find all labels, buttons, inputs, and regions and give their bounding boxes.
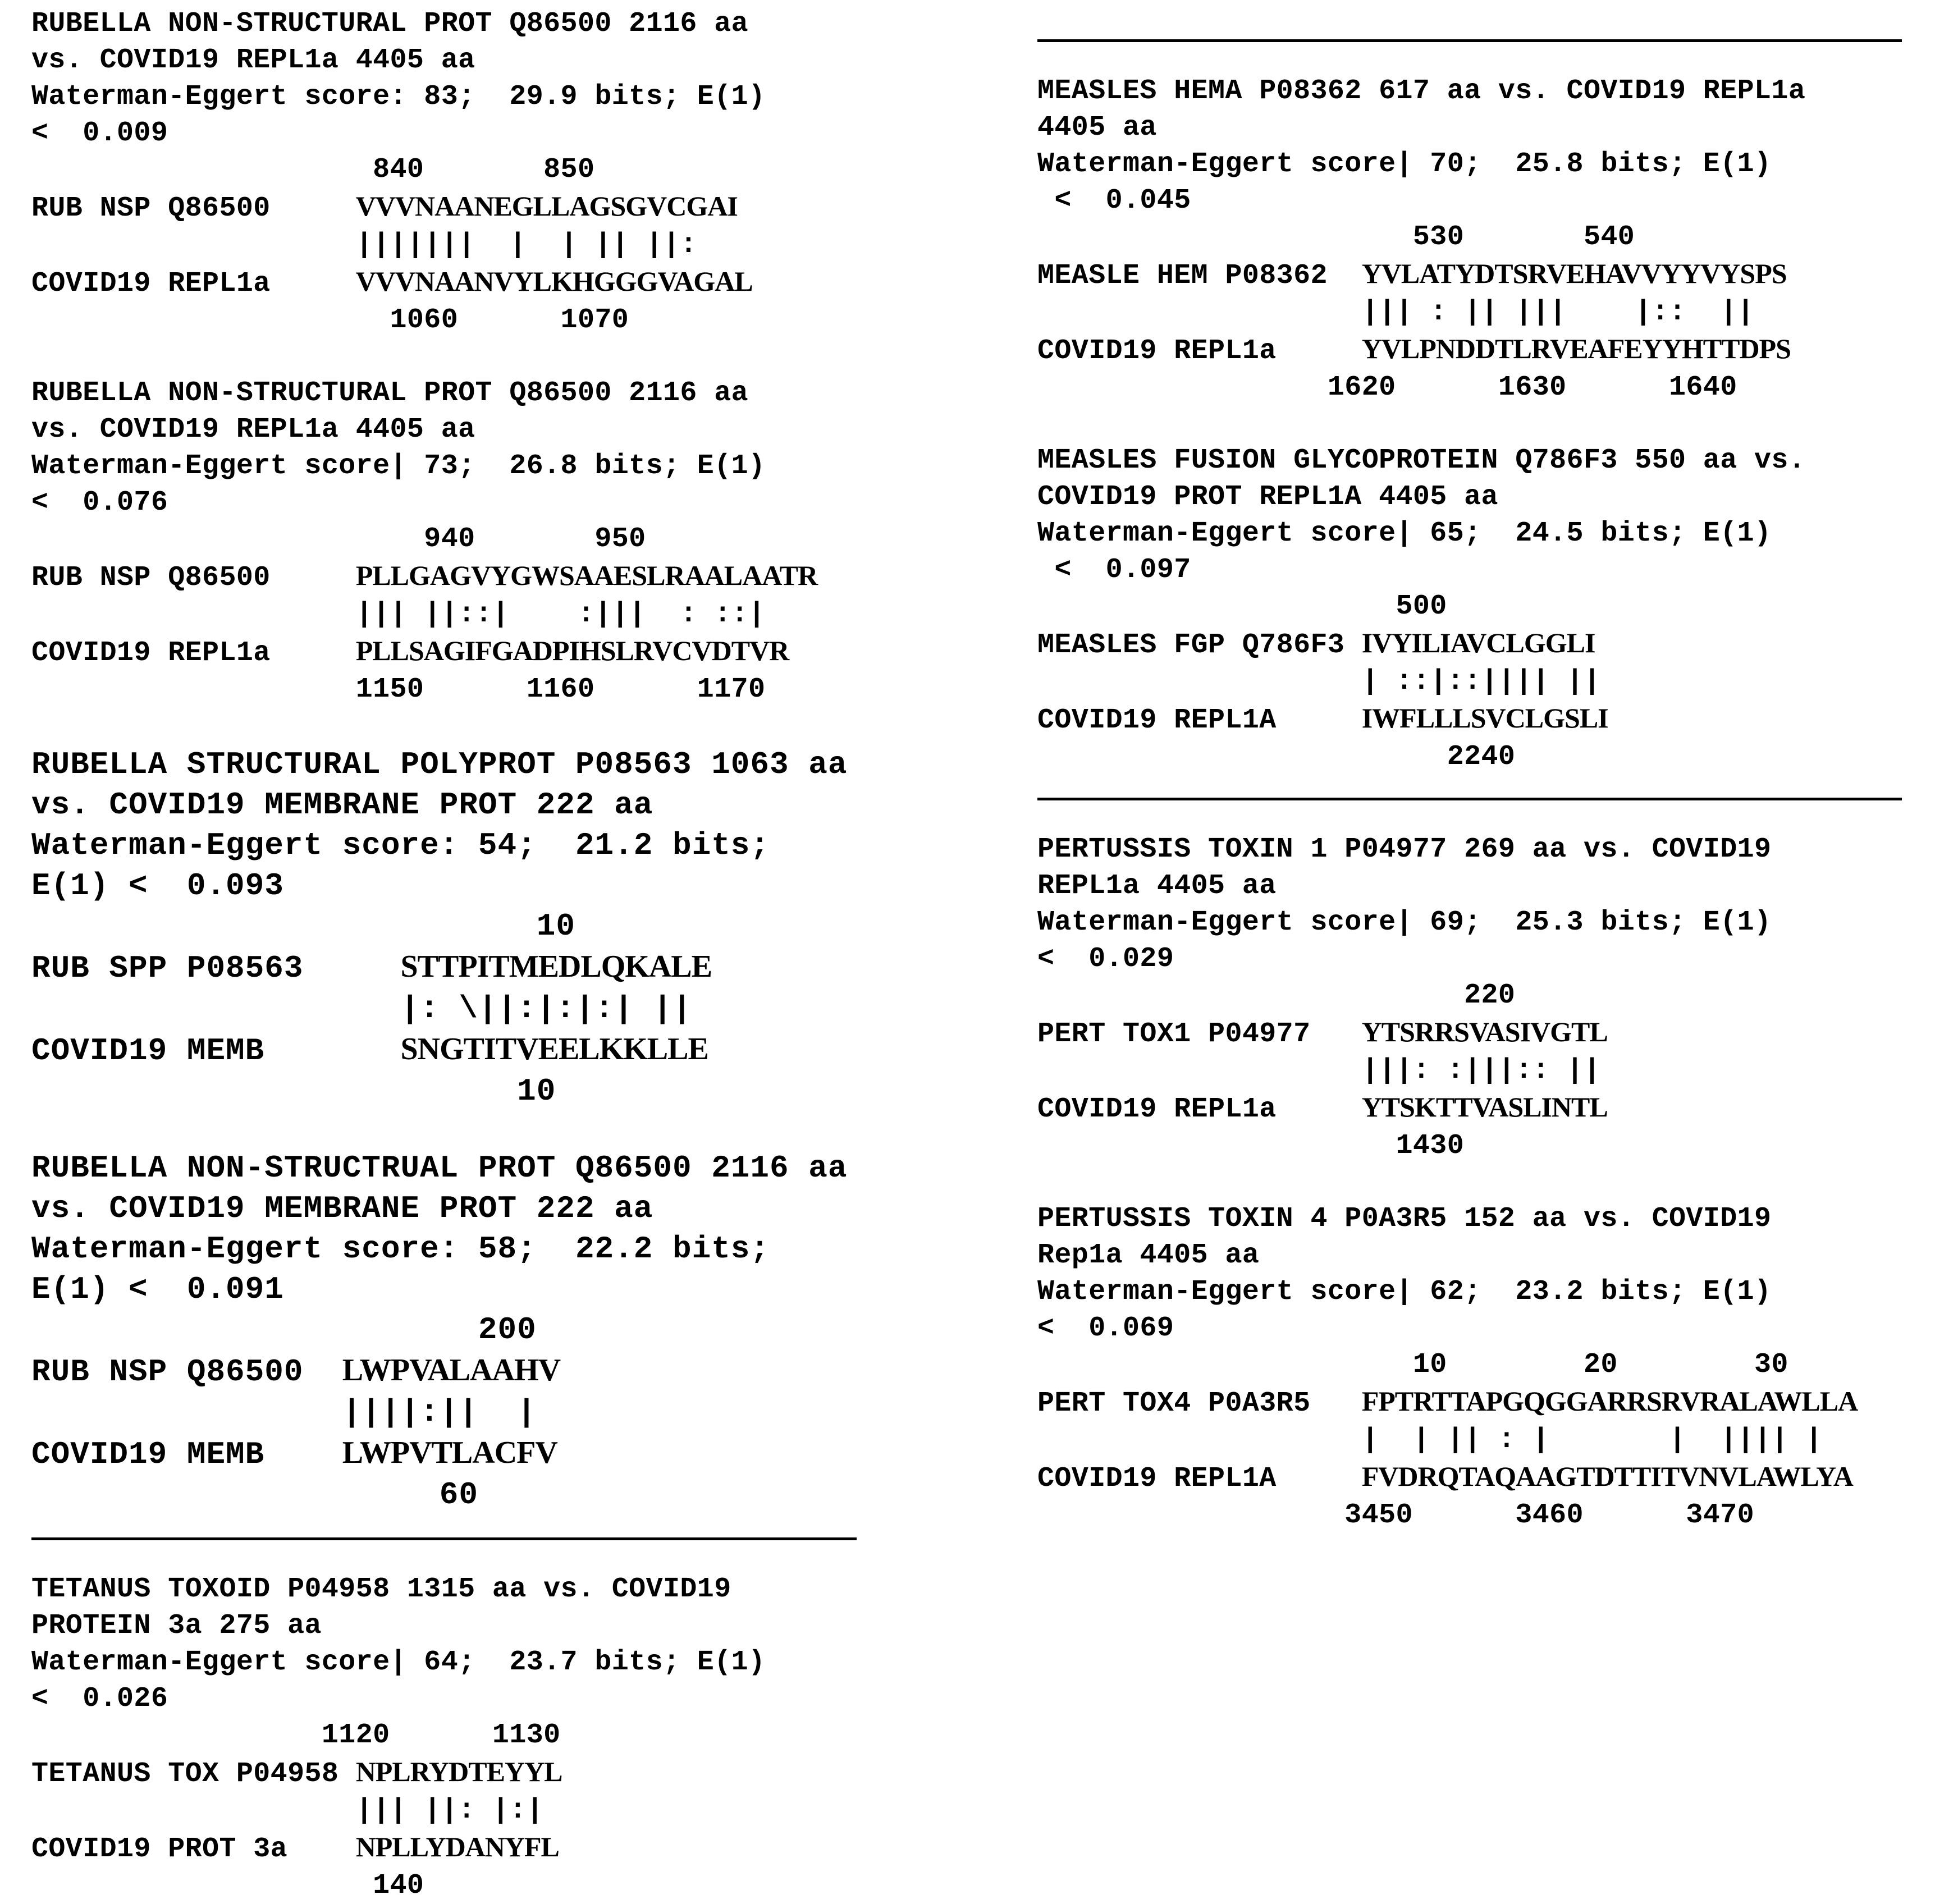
subject-sequence-line	[1037, 1458, 1902, 1497]
alignment-header-line: Rep1a 4405 aa	[1037, 1239, 1260, 1271]
subject-position-numbers: 1150 1160 1170	[31, 674, 766, 706]
query-sequence: STTPITMEDLQKALE	[400, 949, 712, 984]
subject-name: COVID19 REPL1a	[1037, 1093, 1362, 1125]
alignment-header-line: < 0.097	[1037, 554, 1191, 586]
subject-name: COVID19 REPL1A	[1037, 704, 1362, 736]
query-sequence-line	[1037, 1383, 1902, 1422]
subject-position-numbers: 1060 1070	[31, 304, 629, 336]
subject-name: COVID19 PROT 3a	[31, 1833, 356, 1865]
alignment-header-line: E(1) < 0.091	[31, 1271, 284, 1307]
match-line: |: \||:|:|:| ||	[31, 991, 692, 1027]
query-sequence: YVLATYDTSRVEHAVVYYVYSPS	[1361, 258, 1787, 289]
match-line: |||: :|||:: ||	[1037, 1055, 1601, 1087]
query-name: RUB NSP Q86500	[31, 562, 356, 594]
alignment-header-line: vs. COVID19 MEMBRANE PROT 222 aa	[31, 787, 653, 823]
alignment-header-line: REPL1a 4405 aa	[1037, 870, 1277, 902]
alignment-header-line: < 0.026	[31, 1683, 168, 1715]
alignment-block	[31, 6, 857, 338]
query-position-numbers: 10 20 30	[1037, 1349, 1788, 1381]
alignment-header-line: Waterman-Eggert score| 69; 25.3 bits; E(1)	[1037, 907, 1772, 939]
subject-name: COVID19 MEMB	[31, 1033, 401, 1069]
subject-name: COVID19 REPL1A	[1037, 1463, 1362, 1495]
alignment-header-line: < 0.069	[1037, 1312, 1174, 1344]
subject-position-numbers: 2240	[1037, 741, 1516, 773]
subject-sequence-line	[31, 1029, 857, 1071]
match-line: ||| ||: |:|	[31, 1795, 544, 1827]
query-sequence: NPLRYDTEYYL	[355, 1756, 562, 1787]
query-name: RUB NSP Q86500	[31, 193, 356, 225]
alignment-header-line: vs. COVID19 MEMBRANE PROT 222 aa	[31, 1191, 653, 1226]
query-name: MEASLE HEM P08362	[1037, 260, 1362, 292]
alignment-header-line: Waterman-Eggert score| 73; 26.8 bits; E(1)	[31, 450, 766, 482]
section-divider	[31, 1537, 857, 1540]
alignment-header-line: PERTUSSIS TOXIN 4 P0A3R5 152 aa vs. COVID19	[1037, 1203, 1772, 1235]
query-sequence-line	[31, 946, 857, 988]
subject-name: COVID19 MEMB	[31, 1436, 342, 1472]
query-name: PERT TOX4 P0A3R5	[1037, 1388, 1362, 1420]
query-sequence: LWPVALAAHV	[342, 1353, 561, 1388]
subject-name: COVID19 REPL1a	[31, 268, 356, 300]
alignment-header-line: Waterman-Eggert score: 54; 21.2 bits;	[31, 827, 770, 863]
block-spacer	[31, 338, 857, 375]
query-sequence-line	[31, 1350, 857, 1392]
section-divider	[1037, 798, 1902, 800]
subject-position-numbers: 140	[31, 1870, 424, 1902]
alignment-block	[31, 1148, 857, 1515]
match-line: ||||:|| |	[31, 1394, 537, 1430]
query-position-numbers: 1120 1130	[31, 1719, 561, 1751]
query-sequence: FPTRTTAPGQGGARRSRVRALAWLLA	[1361, 1385, 1858, 1417]
query-sequence: YTSRRSVASIVGTL	[1361, 1016, 1608, 1047]
query-name: PERT TOX1 P04977	[1037, 1018, 1362, 1050]
query-position-numbers: 940 950	[31, 523, 646, 555]
alignment-header-line: < 0.009	[31, 117, 168, 149]
query-sequence-line	[1037, 625, 1902, 663]
subject-position-numbers: 60	[31, 1477, 478, 1513]
subject-sequence: IWFLLLSVCLGSLI	[1361, 702, 1608, 734]
query-sequence-line	[1037, 255, 1902, 294]
match-line: | ::|::|||| ||	[1037, 666, 1601, 698]
subject-sequence: YTSKTTVASLINTL	[1361, 1091, 1608, 1123]
alignment-block	[31, 1571, 857, 1904]
subject-sequence: SNGTITVEELKKLLE	[400, 1032, 708, 1067]
match-line: ||| : || ||| |:: ||	[1037, 296, 1755, 328]
left-column	[31, 0, 857, 1904]
alignment-header-line: < 0.029	[1037, 943, 1174, 975]
query-position-numbers: 220	[1037, 980, 1516, 1012]
alignment-block	[31, 744, 857, 1111]
alignment-header-line: Waterman-Eggert score: 58; 22.2 bits;	[31, 1231, 770, 1267]
alignment-header-line: Waterman-Eggert score: 83; 29.9 bits; E(1)	[31, 81, 766, 113]
match-line: ||||||| | | || ||:	[31, 229, 697, 261]
subject-position-numbers: 3450 3460 3470	[1037, 1499, 1755, 1531]
match-line: | | || : | | |||| |	[1037, 1424, 1823, 1456]
subject-sequence-line	[31, 1829, 857, 1868]
query-sequence: VVVNAANEGLLAGSGVCGAI	[355, 190, 738, 222]
query-name: TETANUS TOX P04958	[31, 1758, 356, 1790]
subject-sequence-line	[1037, 331, 1902, 369]
block-spacer	[1037, 1164, 1902, 1201]
right-column	[1037, 0, 1902, 1534]
alignment-header-line: RUBELLA STRUCTURAL POLYPROT P08563 1063 aa	[31, 747, 848, 782]
subject-name: COVID19 REPL1a	[1037, 335, 1362, 367]
query-position-numbers: 10	[31, 908, 575, 944]
alignment-header-line: < 0.045	[1037, 185, 1191, 217]
subject-sequence: NPLLYDANYFL	[355, 1831, 559, 1862]
alignment-block	[1037, 1201, 1902, 1534]
match-line: ||| ||::| :||| : ::|	[31, 598, 766, 630]
subject-sequence: FVDRQTAQAAGTDTTITVNVLAWLYA	[1361, 1461, 1853, 1492]
alignment-header-line: RUBELLA NON-STRUCTRUAL PROT Q86500 2116 aa	[31, 1150, 848, 1186]
subject-sequence: VVVNAANVYLKHGGGVAGAL	[355, 266, 753, 297]
query-name: MEASLES FGP Q786F3	[1037, 629, 1362, 661]
alignment-header-line: 4405 aa	[1037, 112, 1157, 144]
subject-position-numbers: 10	[31, 1073, 556, 1109]
subject-position-numbers: 1430	[1037, 1130, 1465, 1162]
alignment-block	[1037, 442, 1902, 775]
subject-sequence: YVLPNDDTLRVEAFEYYHTTDPS	[1361, 333, 1791, 364]
alignment-header-line: E(1) < 0.093	[31, 868, 284, 904]
alignment-header-line: Waterman-Eggert score| 62; 23.2 bits; E(1)	[1037, 1276, 1772, 1308]
alignment-header-line: MEASLES HEMA P08362 617 aa vs. COVID19 REPL1a	[1037, 75, 1806, 107]
subject-sequence-line	[1037, 1089, 1902, 1128]
alignment-block	[1037, 831, 1902, 1164]
query-position-numbers: 200	[31, 1312, 537, 1348]
subject-sequence: LWPVTLACFV	[342, 1435, 557, 1470]
alignment-header-line: MEASLES FUSION GLYCOPROTEIN Q786F3 550 aa vs.	[1037, 445, 1806, 477]
subject-sequence-line	[31, 633, 857, 671]
query-sequence: IVYILIAVCLGGLI	[1361, 627, 1595, 658]
alignment-header-line: RUBELLA NON-STRUCTURAL PROT Q86500 2116 aa	[31, 377, 749, 409]
alignment-header-line: COVID19 PROT REPL1A 4405 aa	[1037, 481, 1498, 513]
alignment-header-line: vs. COVID19 REPL1a 4405 aa	[31, 414, 475, 446]
block-spacer	[31, 708, 857, 744]
query-name: RUB SPP P08563	[31, 950, 401, 986]
query-sequence-line	[31, 188, 857, 227]
alignment-header-line: Waterman-Eggert score| 65; 24.5 bits; E(1)	[1037, 518, 1772, 550]
block-spacer	[31, 1111, 857, 1148]
query-sequence-line	[31, 1754, 857, 1792]
query-name: RUB NSP Q86500	[31, 1354, 342, 1390]
subject-sequence-line	[1037, 700, 1902, 739]
section-divider	[1037, 39, 1902, 42]
subject-sequence-line	[31, 1432, 857, 1475]
query-position-numbers: 840 850	[31, 154, 595, 186]
alignment-block	[31, 375, 857, 708]
query-sequence-line	[1037, 1014, 1902, 1052]
query-sequence: PLLGAGVYGWSAAESLRAALAATR	[355, 560, 818, 591]
alignment-header-line: Waterman-Eggert score| 70; 25.8 bits; E(1)	[1037, 148, 1772, 180]
query-position-numbers: 500	[1037, 591, 1447, 623]
alignment-header-line: vs. COVID19 REPL1a 4405 aa	[31, 44, 475, 76]
alignment-header-line: TETANUS TOXOID P04958 1315 aa vs. COVID19	[31, 1573, 731, 1605]
alignment-header-line: Waterman-Eggert score| 64; 23.7 bits; E(1)	[31, 1646, 766, 1678]
alignment-header-line: < 0.076	[31, 487, 168, 519]
alignment-block	[1037, 73, 1902, 406]
alignment-header-line: PROTEIN 3a 275 aa	[31, 1610, 322, 1642]
subject-position-numbers: 1620 1630 1640	[1037, 372, 1737, 404]
block-spacer	[1037, 406, 1902, 442]
alignment-header-line: PERTUSSIS TOXIN 1 P04977 269 aa vs. COVID19	[1037, 834, 1772, 866]
query-position-numbers: 530 540	[1037, 221, 1635, 253]
subject-sequence-line	[31, 263, 857, 302]
subject-sequence: PLLSAGIFGADPIHSLRVCVDTVR	[355, 635, 789, 666]
query-sequence-line	[31, 557, 857, 596]
alignment-header-line: RUBELLA NON-STRUCTURAL PROT Q86500 2116 aa	[31, 8, 749, 40]
subject-name: COVID19 REPL1a	[31, 637, 356, 669]
